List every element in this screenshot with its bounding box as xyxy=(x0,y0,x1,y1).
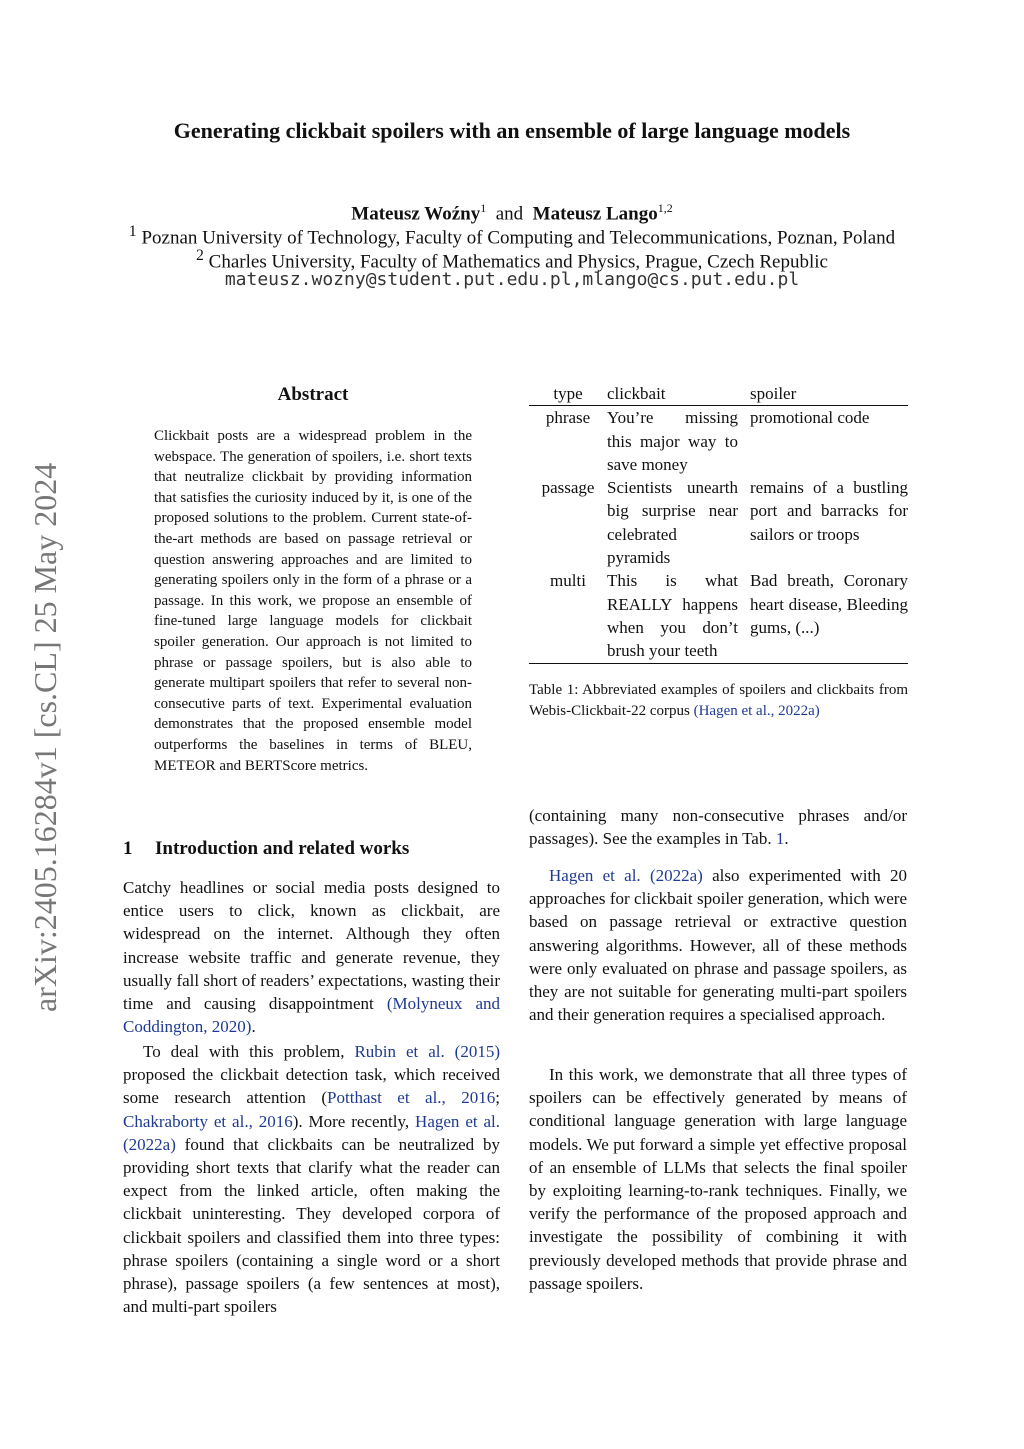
column-header: spoiler xyxy=(750,384,797,403)
paper-title: Generating clickbait spoilers with an ensemble of large language models xyxy=(173,118,851,143)
affiliation-text: Poznan University of Technology, Faculty of Computing and Telecommunications, Poznan, Poland xyxy=(141,227,896,249)
section-heading xyxy=(123,838,409,860)
paragraph-text: Catchy headlines or social media posts designed to entice users to click, known as clickbait, are widespread on the internet. Although they often increase website traffic and generate revenue, they usually fall short of readers’ expectations, wasting their time and causing disappointment xyxy=(123,878,500,1014)
section-number: 1 xyxy=(123,838,133,859)
abstract-body: Clickbait posts are a widespread problem in the webspace. The generation of spoilers, i.e. short texts that neutralize clickbait by providing information that satisfies the curiosity induced by it, is one of the proposed solutions to the problem. Current state-of-the-art methods are based on passage retrieval or question answering approaches and are limited to generating spoilers only in the form of a phrase or a passage. In this work, we propose an ensemble of fine-tuned large language models for clickbait spoiler generation. Our approach is not limited to phrase or passage spoilers, but is also able to generate multipart spoilers that refer to several non-consecutive parts of text. Experimental evaluation demonstrates that the proposed ensemble model outperforms the baselines in terms of BLEU, METEOR and BERTScore metrics. xyxy=(154,428,472,774)
table-row xyxy=(529,406,908,476)
intro-paragraph xyxy=(529,864,907,1026)
paragraph-text: ; xyxy=(495,1088,500,1108)
arxiv-watermark: arXiv:2405.16284v1 [cs.CL] 25 May 2024 xyxy=(27,462,63,1012)
citation-link[interactable]: Hagen et al. (2022a) xyxy=(123,1111,501,1154)
affiliation-text: Charles University, Faculty of Mathematics and Physics, Prague, Czech Republic xyxy=(208,251,828,273)
paragraph-text: . xyxy=(251,1017,256,1037)
paragraph-text: To deal with this problem, xyxy=(143,1042,355,1061)
affiliation-sup: 2 xyxy=(196,247,204,264)
intro-paragraph: In this work, we demonstrate that all three types of spoilers can be effectively generated by means of conditional language generation with large language models. We put forward a simple yet effective proposal of an ensemble of LLMs that selects the final spoiler by exploiting learning-to-rank techniques. Finally, we verify the performance of the proposed approach and investigate the possibility of combining it with previously developed methods that provide phrase and passage spoilers. xyxy=(529,1065,907,1293)
paragraph-text: proposed the clickbait detection task, which received some research attention ( xyxy=(123,1065,500,1108)
table-cell-type: multi xyxy=(550,571,586,591)
paragraph-text: also experimented with 20 approaches for clickbait spoiler generation, which were based on passage retrieval or extractive question answering algorithms. However, all of these methods were only evaluated on phrase and passage spoilers, as they are not suitable for generating multi-part spoilers and their generation requires a specialised approach. xyxy=(529,866,908,1025)
table-cell-spoiler: promotional code xyxy=(750,408,870,428)
citation-link[interactable]: (Molyneux and Coddington, 2020) xyxy=(123,994,500,1037)
table-caption xyxy=(529,680,908,721)
paragraph-text: (containing many non-consecutive phrases and/or passages). See the examples in Tab. xyxy=(529,806,907,849)
table-cell-type: passage xyxy=(541,478,595,498)
examples-table xyxy=(529,382,908,664)
citation-link[interactable]: (Hagen et al., 2022a) xyxy=(693,702,820,719)
paragraph-text: . xyxy=(784,829,789,849)
table-header-row xyxy=(529,382,908,406)
paragraph-text: found that clickbaits can be neutralized by providing short texts that clarify what the reader can expect from the linked article, often making the clickbait uninteresting. They developed corpora of clickbait spoilers and classified them into three types: phrase spoilers (containing a single word or a short phrase), passage spoilers (a few sentences at most), and multi-part spoilers xyxy=(123,1134,500,1317)
table-cell-spoiler: Bad breath, Coronary heart disease, Bleeding gums, (...) xyxy=(750,571,908,637)
citation-link[interactable]: Chakraborty et al., 2016 xyxy=(123,1111,293,1131)
column-header: clickbait xyxy=(607,384,666,403)
affiliation-sup: 1 xyxy=(128,223,137,240)
intro-paragraph xyxy=(123,876,500,1038)
citation-link[interactable]: Rubin et al. (2015) xyxy=(354,1042,500,1061)
table-ref-link[interactable]: 1 xyxy=(775,829,785,849)
table-cell-clickbait: This is what REALLY happens when you don’t brush your teeth xyxy=(607,571,738,661)
intro-paragraph xyxy=(529,804,907,850)
abstract-heading: Abstract xyxy=(277,384,349,405)
table-cell-clickbait: You’re missing this major way to save money xyxy=(607,408,738,474)
table-cell-spoiler: remains of a bustling port and barracks for sailors or troops xyxy=(750,478,908,544)
author-emails: mateusz.wozny@student.put.edu.pl,mlango@cs.put.edu.pl xyxy=(224,269,800,290)
table-row xyxy=(529,476,908,569)
author-name: Mateusz Lango xyxy=(532,203,658,225)
author-name: Mateusz Woźny xyxy=(351,203,481,225)
author-joiner: and xyxy=(495,203,524,225)
paragraph-text: ). More recently, xyxy=(292,1111,416,1131)
author-affil-sup: 1 xyxy=(480,201,487,215)
caption-text: Table 1: Abbreviated examples of spoilers and clickbaits from Webis-Clickbait-22 corpus xyxy=(529,682,908,719)
section-title: Introduction and related works xyxy=(155,838,410,859)
table-cell-clickbait: Scientists unearth big surprise near celebrated pyramids xyxy=(607,478,738,568)
table-row xyxy=(529,569,908,663)
author-affil-sup: 1,2 xyxy=(657,201,673,215)
table-cell-type: phrase xyxy=(545,408,591,428)
intro-paragraph xyxy=(123,1040,500,1318)
citation-link[interactable]: Potthast et al., 2016 xyxy=(327,1088,496,1108)
column-header: type xyxy=(553,384,583,403)
citation-link[interactable]: Hagen et al. (2022a) xyxy=(549,866,703,885)
